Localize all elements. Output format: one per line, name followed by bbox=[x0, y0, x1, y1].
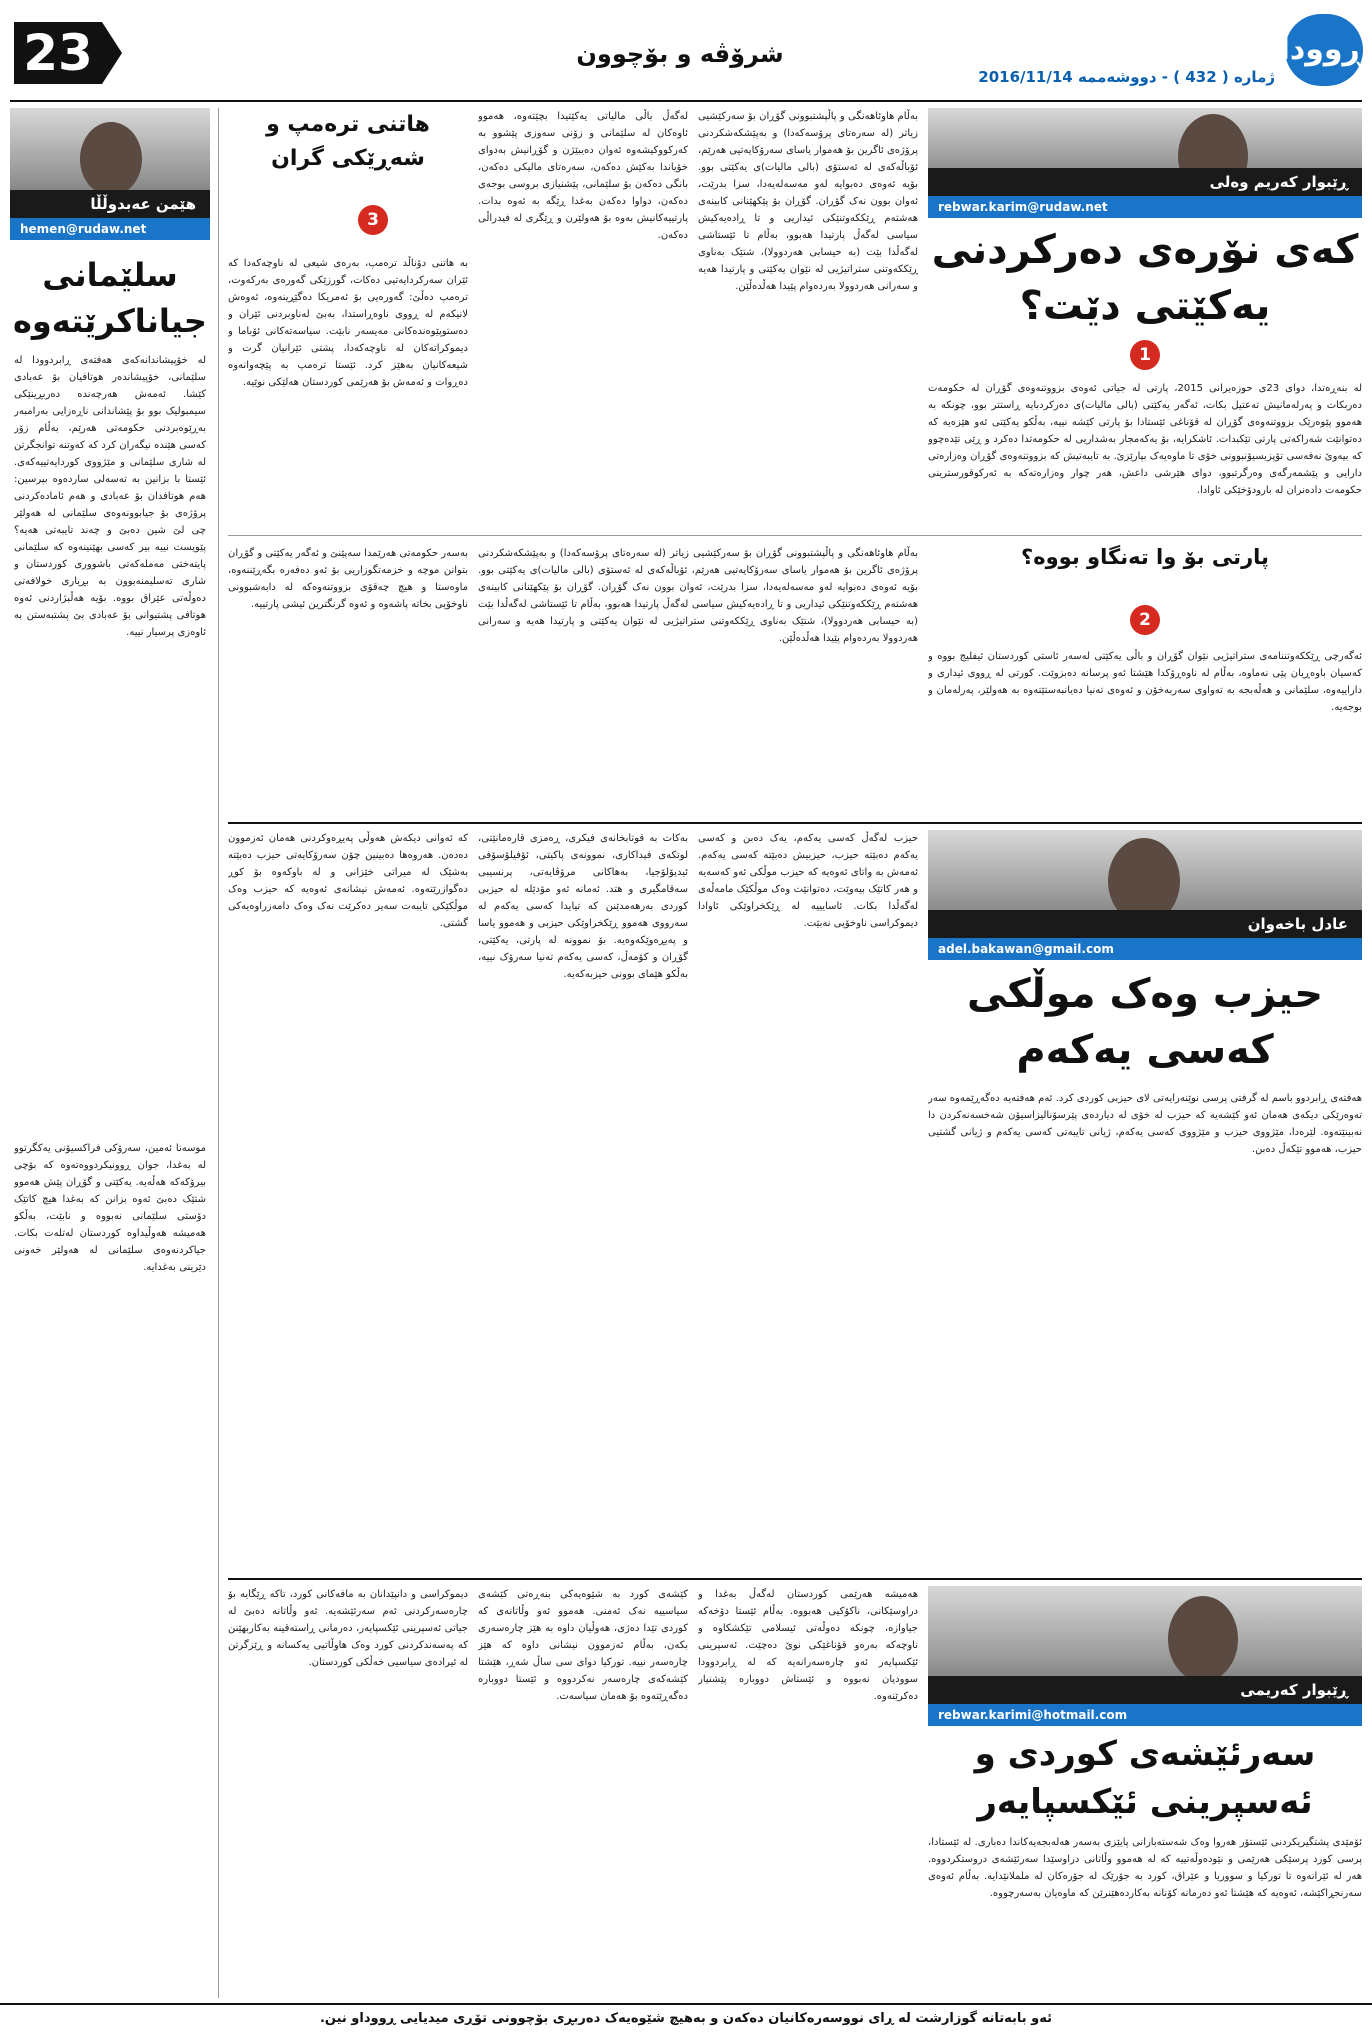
article-body-a1-cont: بەسەر حکومەتی هەرێمدا سەپێنێ و ئەگەر یەکێتی و گۆڕان بتوانن موچە و خزمەتگوزاریی بۆ ئەو دەفەرە بگەڕێننەوە، ماوەستا و هیچ چەقۆی بزووتنەوەکە لە دابەشبوونی ناوخۆیی بخاتە پاشەوە و ئەوە گرنگترین ئیشی پارتییە. bbox=[228, 548, 468, 610]
article-body-a5-4: دیموکراسی و دانپێدانان بە مافەکانی کورد، تاکە ڕێگایە بۆ چارەسەرکردنی ئەم سەرئێشەیە. ئەو وڵاتانە دەبێ لە جیاتی ئەسپرینی ئێکسپایەر، دەرمانی ڕاستەقینە بەکاربهێنن کە پەسەندکردنی کورد وەک هاوڵاتیی یەکسانە و ڕێزگرتن لە ئیرادەی سیاسیی خەڵکی کوردستان. bbox=[228, 1589, 468, 1668]
author-email-a5[interactable]: rebwar.karimi@hotmail.com bbox=[928, 1704, 1362, 1726]
author-name-a1: ڕێبوار کەریم وەلی bbox=[928, 168, 1362, 196]
page-number-arrow bbox=[102, 22, 122, 84]
headline-a5: سەرئێشەی کوردی و ئەسپرینی ئێکسپایەر bbox=[974, 1734, 1316, 1822]
article-number-2: 2 bbox=[1130, 605, 1160, 635]
author-email-a1[interactable]: rebwar.karim@rudaw.net bbox=[928, 196, 1362, 218]
row-divider-1 bbox=[228, 535, 1362, 536]
article-body-a4: هەفتەی ڕابردوو باسم لە گرفتی پرسی نوێنەرایەتی لای حیزبی کوردی کرد. ئەم هەفتەیە دەگەڕێمەوە سەر تەوەرێکی دیکەی هەمان ئەو کێشەیە کە حیزب لە خۆی لە دیاردەی پێرسۆنالیزاسیۆن شەخسەنەکردن دا نەبینێتەوە. لێرەدا، مێژووی حیزب و مێژووی کەسی یەکەم، ژیانی تایبەتی کەسی یەکەم و ژیانی گشتیی حیزب، هەموو تێکەڵ دەبن. bbox=[928, 1093, 1362, 1155]
article-body-a4-3: بەکات بە قوتابخانەی فیکری، ڕەمزی قارەمانێتی، لوتکەی فیداکاری، نموونەی پاکیتی، ئۆفیلۆسۆفی ئیدیۆلۆجیا، بەهاکانی مرۆڤایەتی، پرنسیبی سەقامگیری و هتد. ئەمانە ئەو مۆدێلە لە حیزبی کوردی بەرهەمدێنن کە تیایدا کەسی یەکەم لە سەرووی هەموو ڕێکخراوێکی حیزبی و هەموو یاسا و پەیڕەوێکەوەیە. بۆ نموونە لە پارتی، یەکێتی، گۆڕان و کۆمەڵ، کەسی یەکەم تەنیا سەرۆک نییە، بەڵکو هێمای بوونی حیزبەکەیە. bbox=[478, 833, 688, 980]
article-body-a5: ئۆمێدی پشتگیریکردنی ئێستۆر هەروا وەک شەستەبارانی پایێزی بەسەر هەلەبجەیەکاندا دەباری. لە ئێستادا، پرسی کورد پرسێکی هەرێمی و نێودەوڵەتییە کە لە هەموو وڵاتانی دراوسێدا سەرئێشەی دروستکردووە. هەر لە ئێرانەوە تا تورکیا و سووریا و عێراق، کورد بە جۆرێک لە جۆرەکان لە ململانێدایە. بەڵام ئەوەی سەرنجڕاکێشە، ئەوەیە کە هێشتا ئەو دەرمانە کۆنانە بەکاردەهێنرێن کە ماوەیان بەسەرچووە. bbox=[928, 1837, 1362, 1899]
article-body-a1-3: لەگەڵ باڵی مالیاتی یەکێتیدا بچێتەوە، هەموو ئاوەکان لە سلێمانی و زۆنی سەوزی پێشوو بە کەرکووکیشەوە ئەوان دەیبێژن و گۆڕانیش بەدوای خۆیاندا بەکێش دەکەن، سەرەتای مالیکی دەکەن، بانگی دەکەن بۆ سلێمانی، پێشنیازی بروسی بوجەی دەکەن، دواوا دەکەن بەغدا ڕێگە بە ئەوە بدات. پارتییەکانیش بەوە بۆ هەولێرن و ڕێگری لە فیدراڵی دەکەن. bbox=[478, 111, 688, 241]
row-divider-3 bbox=[228, 1578, 1362, 1580]
article-number-3: 3 bbox=[358, 205, 388, 235]
article-number-1: 1 bbox=[1130, 340, 1160, 370]
header-divider bbox=[10, 100, 1362, 102]
headline-a1: کەی نۆرەی دەرکردنی یەکێتی دێت؟ bbox=[931, 227, 1359, 329]
rudaw-logo: ڕووداو bbox=[1285, 14, 1363, 86]
headline-a4: حیزب وەک موڵکی کەسی یەکەم bbox=[966, 971, 1324, 1073]
page-number: 23 bbox=[14, 22, 102, 84]
footer-disclaimer: ئەو بابەتانە گوزارشت لە ڕای نووسەرەکانیان دەکەن و بەهیچ شێوەیەک دەربڕی بۆچوونی تۆڕی میدیایی ڕووداو نین. bbox=[0, 2003, 1372, 2034]
column-divider bbox=[218, 108, 219, 1998]
subheading-a1: پارتی بۆ وا تەنگاو بووە؟ bbox=[1021, 545, 1269, 569]
article-body-a2: بە هاتنی دۆناڵد ترەمپ، بەرەی شیعی لە ناوچەکەدا کە ئێران سەرکردایەتیی دەکات، گورزێکی گەورەی بەرکەوت، ترەمپ دەڵێ: گەورەیی بۆ ئەمریکا دەگێڕینەوە، ئەوەش لانیکەم لە ڕووی ناوەڕاستدا، بەبێ لەناوبردنی ئێران و دەستوپێوەندەکانی مەیسەر نابێت. سیاسەتەکانی ئۆباما و دیموکراتەکان لە ناوچەکەدا، پشتی ئێرانیان گرت و شیعەکانیان بەهێز کرد. ئێستا ترەمپ بە پێچەوانەوە دەڕوات و ئەمەش بۆ هەرێمی کوردستان هەلێکی نوێیە. bbox=[228, 258, 468, 388]
author-name-a5: ڕێبوار کەریمی bbox=[928, 1676, 1362, 1704]
article-body-a5-3: کێشەی کورد بە شێوەیەکی بنەڕەتی کێشەی سیاسییە نەک ئەمنی. هەموو ئەو وڵاتانەی کە کوردی تێدا دەژی، هەوڵیان داوە بە هێز چارەسەری بکەن، بەڵام ئەزموون نیشانی داوە کە هێز چارەسەر نییە. تورکیا دوای سی ساڵ شەڕ، هێشتا کێشەکەی چارەسەر نەکردووە و ئێستا دووبارە دەگەڕێتەوە بۆ هەمان سیاسەت. bbox=[478, 1589, 688, 1702]
article-body-a5-2: هەمیشە هەرێمی کوردستان لەگەڵ بەغدا و دراوسێکانی، ناکۆکیی هەبووە. بەڵام ئێستا دۆخەکە جیاوازە، چونکە دەوڵەتی ئیسلامی تێکشکاوە و ناوچەکە بەرەو قۆناغێکی نوێ دەچێت. ئەسپرینی ئێکسپایەر ئەو چارەسەرانەیە کە لە ڕابردوودا سوودیان نەبووە و ئێستاش دووبارە پێشنیار دەکرێنەوە. bbox=[698, 1589, 918, 1702]
article-body-a3-2: موسەنا ئەمین، سەرۆکی فراکسیۆنی یەکگرتوو لە بەغدا، جوان ڕوونیکردووەتەوە کە بۆچی بیرۆکەکە هەڵەیە. یەکێتی و گۆڕان پێش هەموو شتێک دەبێ ئەوە بزانن کە بەغدا هیچ کاتێک دۆستی سلێمانی نەبووە و نابێت، بەڵکو هەمیشە هەوڵیداوە کوردستان لەتلەت بکات. جیاکردنەوەی سلێمانی لە هەولێر خەونی دێرینی بەغدایە. bbox=[14, 1143, 206, 1273]
article-body-a1-2: بەڵام هاوئاهەنگی و پاڵپشتبوونی گۆڕان بۆ سەرکێشیی زیاتر (لە سەرەتای پرۆسەکەدا) و بەپێشکەشکردنی پرۆژەی ئاگرین بۆ هەموار یاسای سەرۆکایەتیی هەرێم، ئۆباڵەکەی لە ئەستۆی (بالی مالیات)ی یەکێتی بوو. بۆیە ئەوەی دەبوایە لەو مەسەلەیەدا، سزا بدرێت، ئەوان بوون نەک گۆڕان. گۆڕان بۆ پێکهێنانی کابینەی هەشتەم ڕێککەوتنێکی ئیداریی و تا ڕادەیەکیش سیاسی لەگەڵ پارتیدا هەبوو، بەڵام تا ئێستاشی لەگەڵدا بێت (بە حیسابی هەردوولا)، شتێک بەناوی ڕێککەوتنی ستراتیژیی لە نێوان یەکێتی و پارتیدا هەیە و سەرانی هەردوولا بەردەوام پێیدا هەڵدەڵێن. bbox=[698, 111, 918, 292]
row-divider-2 bbox=[228, 822, 1362, 824]
author-email-a4[interactable]: adel.bakawan@gmail.com bbox=[928, 938, 1362, 960]
article-body-a1: لە بنەڕەتدا، دوای 23ی حوزەیرانی 2015، پارتی لە جیاتی ئەوەی بزووتنەوەی گۆڕان لە حکومەت دەربکات و پەرلەمانیش تەعتیل بکات، ئەگەر یەکێتی (بالی مالیات)ی دەرکردبایە ڕاستتر بوو، چونکە بە هەموو پێوەرێک بزووتنەوەی گۆڕان لە قۆناغی ئێستادا بۆ پارتی کێشە نییە، بەڵکو یەکێتی ئەو هێزەیە کە دەتوانێت شەراکەتی پارتی تێکبدات. ئاشکرایە، بۆ یەکەمجار بەشداریی لە حکومەتدا دەکرد و ڕێی تێدەچوو کە بیەوێ نەفەسی تۆپزیسیۆنبوونی خۆی تا ماوەیەک بپارێزێ. بە تایبەتیش کە بزووتنەوەی گۆڕان وەزارەتی دارایی و پێشمەرگەی وەرگرتبوو، دوای هێرشی داعش، هەر چوار وەزارەتەکە بە ئەرکوقورسترینی حکومەت دادەنران لە بارودۆخێکی ئاوادا. bbox=[928, 383, 1362, 496]
article-body-a1-4: بەڵام هاوئاهەنگی و پاڵپشتبوونی گۆڕان بۆ سەرکێشیی زیاتر (لە سەرەتای پرۆسەکەدا) و بەپێشکەشکردنی پرۆژەی ئاگرین بۆ هەموار یاسای سەرۆکایەتیی هەرێم، ئۆباڵەکەی لە ئەستۆی (بالی مالیات)ی یەکێتی بوو. بۆیە ئەوەی دەبوایە لەو مەسەلەیەدا، سزا بدرێت، ئەوان بوون نەک گۆڕان. گۆڕان بۆ پێکهێنانی کابینەی هەشتەم ڕێککەوتنێکی ئیداریی و تا ڕادەیەکیش سیاسی لەگەڵ پارتیدا هەبوو، بەڵام تا ئێستاشی لەگەڵدا بێت (بە حیسابی هەردوولا)، شتێک بەناوی ڕێککەوتنی ستراتیژیی لە نێوان یەکێتی و پارتیدا هەیە و سەرانی هەردوولا بەردەوام پێیدا هەڵدەڵێن. bbox=[478, 548, 918, 644]
headline-a2: هاتنی ترەمپ و شەڕێکی گران bbox=[266, 112, 430, 171]
author-name-hemen: هێمن عەبدوڵڵا bbox=[10, 190, 210, 218]
section-title: شرۆڤە و بۆچوون bbox=[576, 40, 784, 68]
author-name-a4: عادل باخەوان bbox=[928, 910, 1362, 938]
article-body-a3: لە خۆپیشاندانەکەی هەفتەی ڕابردوودا لە سلێمانی، خۆپیشاندەر هوتافیان بۆ عەبادی کێشا. ئەمەش هەرچەندە دەربڕینێکی سیمبولیک بوو بۆ پێشاندانی ناڕەزایی بەرامبەر بەڕێوەبردنی حکومەتی هەرێم، بەڵام زۆر کەسی هێندە نیگەران کرد کە کەوتنە توانجگرتن لە شاری سلێمانی و مێژووی کوردایەتییەکەی. ئێستا با بزانین بە تەسەلی ساردەوە بپرسین: هەم هوتافدان بۆ عەبادی و هەم ئامادەکردنی پرۆژەی بۆ جیابوونەوەی سلێمانی لە هەولێر چی لێ شین دەبێ و چەند تایبەتی هەیە؟ پێویست نییە بیر کەسی بهێنینەوە کە سلێمانی پایتەختی مەملەکەتی باشووری کوردستان و شاری تەسلیمنەبوون بە بڕیاری خولافەتی دەوڵەتی عێراق بووە. بۆیە هەڵبژاردنی ئەوە هوتافی پشتیوانی بۆ عەبادی بێ پشتبەستن بە ئاوەزی پرسیار نییە. bbox=[14, 355, 206, 638]
issue-info: ژمارە ( 432 ) - دووشەممە 2016/11/14 bbox=[978, 68, 1275, 86]
article-body-a1-5: ئەگەرچی ڕێککەوتننامەی ستراتیژیی نێوان گۆڕان و باڵی یەکێتی لەسەر ئاستی کوردستان ئیفلیج بووە و کەسیان باوەڕیان پێی نەماوە، بەڵام لە ناوەڕۆکدا هێشتا ئەو پرسانە دەبزوێت. کورتی لە ڕووی ئیداری و داراییەوە، سلێمانی و هەڵەبجە بە تەواوی سەربەخۆن و ئەوەی تەنیا دەیانبەستێتەوە بە هەولێر، پەرلەمان و بوجەیە. bbox=[928, 651, 1362, 713]
headline-a3: سلێمانی جیاناکرێتەوە bbox=[13, 256, 207, 340]
author-email-hemen[interactable]: hemen@rudaw.net bbox=[10, 218, 210, 240]
article-body-a4-4: کە ئەوانی دیکەش هەوڵی پەیڕەوکردنی هەمان ئەزموون دەدەن. هەروەها دەبینین چۆن سەرۆکایەتی حیزب دەبێتە بەشێک لە میراتی خێزانی و لە باوکەوە بۆ کوڕ دەگوازرێتەوە. ئەمەش نیشانەی ئەوەیە کە حیزب وەک موڵکێکی تایبەت سەیر دەکرێت نەک وەک دامەزراوەیەکی گشتی. bbox=[228, 833, 468, 929]
article-body-a4-3b: حیزب لەگەڵ کەسی یەکەم، یەک دەبن و کەسی یەکەم دەبێتە حیزب، حیزبیش دەبێتە کەسی یەکەم. ئەمەش بە واتای ئەوەیە کە حیزب موڵکی ئەو کەسەیە و هەر کاتێک بیەوێت، دەتوانێت وەک موڵکێک مامەڵەی لەگەڵدا بکات. ئاسایییە لە ڕێکخراوێکی ئاوادا دیموکراسی ناوخۆیی نەبێت. bbox=[698, 833, 918, 929]
